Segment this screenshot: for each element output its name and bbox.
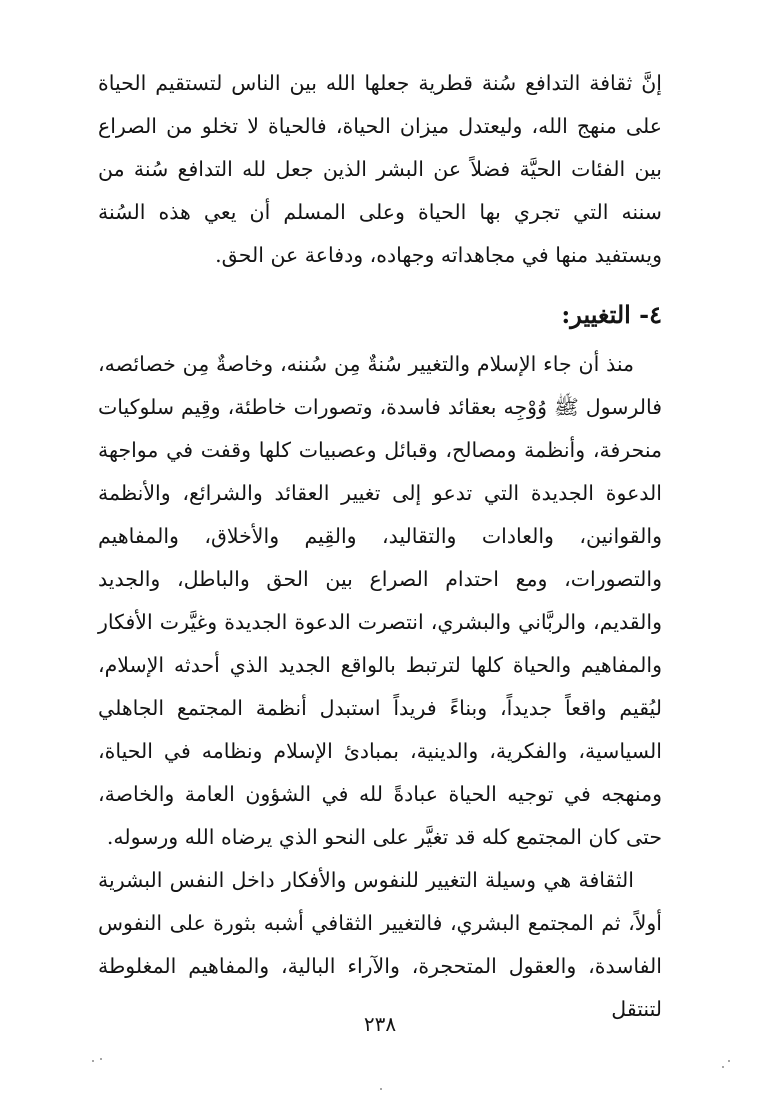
scan-speck <box>92 1060 94 1062</box>
page-number: ٢٣٨ <box>363 1012 397 1036</box>
scan-speck <box>380 1088 382 1090</box>
paragraph-islam-change: منذ أن جاء الإسلام والتغيير سُنةٌ مِن سُننه، وخاصةٌ مِن خصائصه، فالرسول ﷺ وُوْجِه بعقائد فاسدة، وتصورات خاطئة، وقِيم سلوكيات منحرفة، وأنظمة ومصالح، وقبائل وعصبيات كلها وقفت في مواجهة الدعوة الجديدة التي تدعو إلى تغيير العقائد والشرائع، والأنظمة والقوانين، والعادات والتقاليد، والقِيم والأخلاق، والمفاهيم والتصورات، ومع احتدام الصراع بين الحق والباطل، والجديد والقديم، والربَّاني والبشري، انتصرت الدعوة الجديدة وغيَّرت الأفكار والمفاهيم والحياة كلها لترتبط بالواقع الجديد الذي أحدثه الإسلام، ليُقيم واقعاً جديداً، وبناءً فريداً استبدل أنظمة المجتمع الجاهلي السياسية، والفكرية، والدينية، بمبادئ الإسلام ونظامه في الحياة، ومنهجه في توجيه الحياة عبادةً لله في الشؤون العامة والخاصة، حتى كان المجتمع كله قد تغيَّر على النحو الذي يرضاه الله ورسوله. <box>98 352 662 849</box>
scan-speck <box>100 1058 102 1060</box>
paragraph-culture-means-of-change: الثقافة هي وسيلة التغيير للنفوس والأفكار داخل النفس البشرية أولاً، ثم المجتمع البشري، فالتغيير الثقافي أشبه بثورة على النفوس الفاسدة، والعقول المتحجرة، والآراء البالية، والمفاهيم المغلوطة لتنتقل <box>98 868 662 1021</box>
section-heading-change: ٤- التغيير: <box>561 300 662 329</box>
page-body <box>98 62 662 1031</box>
paragraph-cultural-struggle: إنَّ ثقافة التدافع سُنة قطرية جعلها الله بين الناس لتستقيم الحياة على منهج الله، وليعتدل ميزان الحياة، فالحياة لا تخلو من الصراع بين الفئات الحيَّة فضلاً عن البشر الذين جعل لله التدافع سُنة من سننه التي تجري بها الحياة وعلى المسلم أن يعي هذه السُنة ويستفيد منها في مجاهداته وجهاده، ودفاعة عن الحق. <box>98 71 662 267</box>
scan-speck <box>728 1060 730 1062</box>
scan-speck <box>722 1066 724 1068</box>
